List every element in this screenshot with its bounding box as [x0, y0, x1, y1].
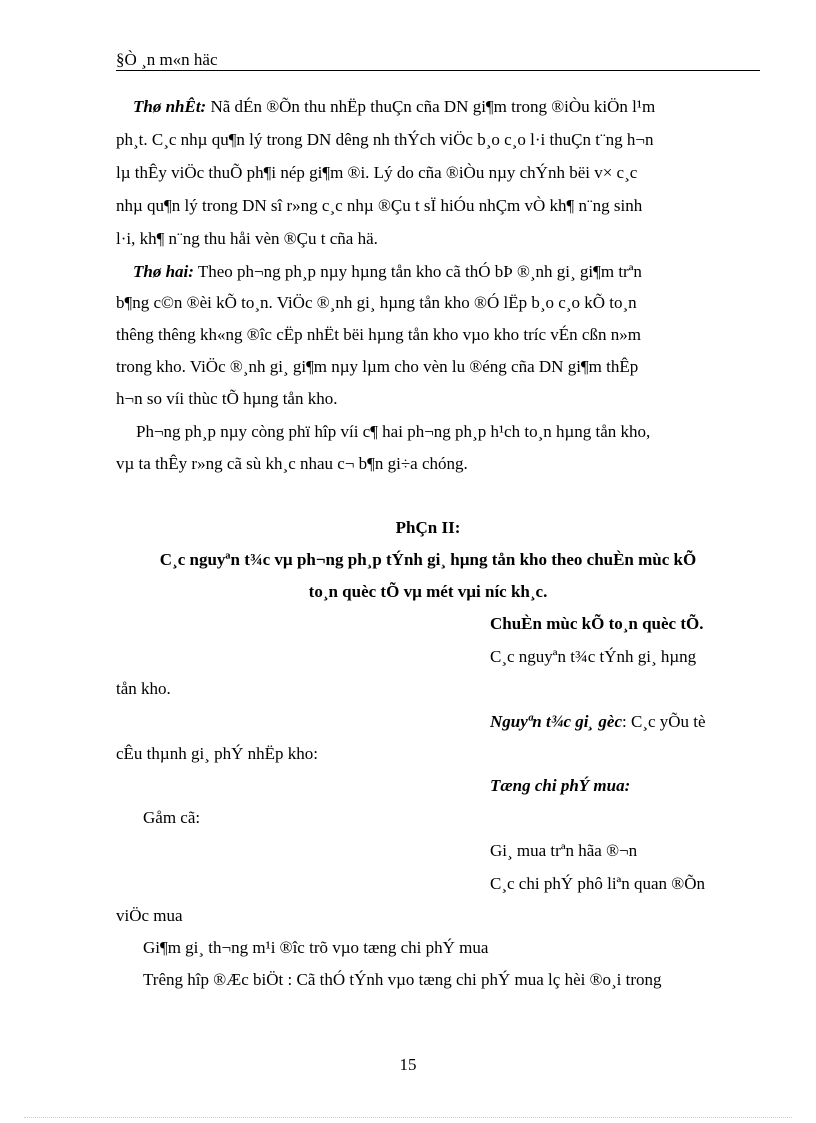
page-number: 15: [399, 1055, 417, 1074]
body-line: tån kho.: [116, 679, 171, 698]
body-line: Trêng hîp ®Æc biÖt : Cã thÓ tÝnh vµo tæng chi phÝ mua lç hèi ®o¸i trong: [143, 970, 662, 989]
paragraph-line: vµ ta thÊy r»ng cã sù kh¸c nhau c¬ b¶n gi÷a chóng.: [116, 454, 468, 473]
paragraph-text: Nã dÉn ®Õn thu nhËp thuÇn cña DN gi¶m trong ®iÒu kiÖn l¹m: [206, 97, 656, 116]
cost-principle-lead: Nguyªn t¾c gi¸ gèc: [490, 712, 622, 731]
paragraph-lead: Thø nhÊt:: [133, 97, 207, 116]
paragraph-line: ph¸t. C¸c nhµ qu¶n lý trong DN dêng nh thÝch viÖc b¸o c¸o l·i thuÇn t¨ng h¬n: [116, 130, 654, 149]
body-line: [490, 712, 706, 732]
section-heading-line: to¸n quèc tÕ vµ mét vµi níc kh¸c.: [308, 582, 548, 601]
paragraph-line: l·i, kh¶ n¨ng thu håi vèn ®Çu t cña hä.: [116, 229, 378, 248]
subheading: ChuÈn mùc kÕ to¸n quèc tÕ.: [490, 614, 704, 633]
body-line: Gi¸ mua trªn hãa ®¬n: [490, 841, 638, 860]
header-divider: [116, 70, 760, 71]
body-line: C¸c chi phÝ phô liªn quan ®Õn: [490, 874, 705, 893]
paragraph-line: b¶ng c©n ®èi kÕ to¸n. ViÖc ®¸nh gi¸ hµng tån kho ®Ó lËp b¸o c¸o kÕ to¸n: [116, 293, 637, 312]
paragraph-lead: Thø hai:: [133, 262, 194, 281]
body-line: Gåm cã:: [143, 808, 201, 827]
total-purchase-label: Tæng chi phÝ mua:: [490, 776, 631, 795]
paragraph-line: h¬n so víi thùc tÕ hµng tån kho.: [116, 389, 338, 408]
page-header: §Ò ¸n m«n häc: [116, 50, 218, 69]
body-line: Gi¶m gi¸ th¬ng m¹i ®îc trõ vµo tæng chi phÝ mua: [143, 938, 489, 957]
body-line: C¸c nguyªn t¾c tÝnh gi¸ hµng: [490, 647, 697, 666]
paragraph-line: Ph¬ng ph¸p nµy còng phï hîp víi c¶ hai ph¬ng ph¸p h¹ch to¸n hµng tån kho,: [136, 422, 651, 441]
cost-principle-rest: : C¸c yÕu tè: [622, 712, 706, 731]
paragraph-line: [133, 262, 642, 282]
section-heading-line: C¸c nguyªn t¾c vµ ph¬ng ph¸p tÝnh gi¸ hµng tån kho theo chuÈn mùc kÕ: [159, 550, 697, 569]
paragraph-text: Theo ph¬ng ph¸p nµy hµng tån kho cã thÓ bÞ ®¸nh gi¸ gi¶m trªn: [193, 262, 642, 281]
paragraph-line: nhµ qu¶n lý trong DN sî r»ng c¸c nhµ ®Çu t sÏ hiÓu nhÇm vÒ kh¶ n¨ng sinh: [116, 196, 643, 215]
footer-divider: [24, 1117, 792, 1118]
body-line: viÖc mua: [116, 906, 183, 925]
part-title: PhÇn II:: [395, 518, 461, 537]
paragraph-line: [133, 97, 655, 117]
paragraph-line: trong kho. ViÖc ®¸nh gi¸ gi¶m nµy lµm cho vèn lu ®éng cña DN gi¶m thÊp: [116, 357, 639, 376]
paragraph-line: lµ thÊy viÖc thuÕ ph¶i nép gi¶m ®i. Lý do cña ®iÒu nµy chÝnh bëi v× c¸c: [116, 163, 638, 182]
body-line: cÊu thµnh gi¸ phÝ nhËp kho:: [116, 744, 318, 763]
paragraph-line: thêng thêng kh«ng ®îc cËp nhËt bëi hµng tån kho vµo kho tríc vÉn cßn n»m: [116, 325, 641, 344]
